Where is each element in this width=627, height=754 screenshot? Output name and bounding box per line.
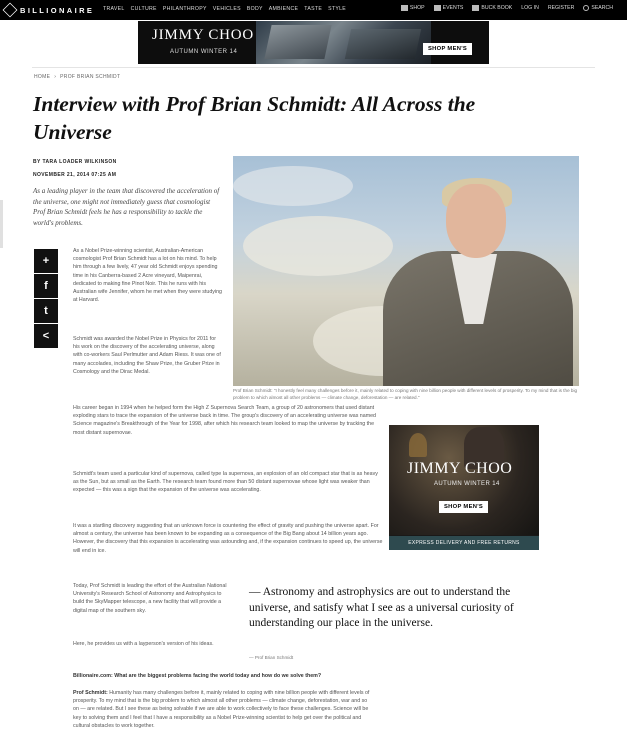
answer-text: Humanity has many challenges before it, mainly related to coping with nine billion people with different levels of prosperity. To my mind that is the big problem to which almost all other problems — climate change, deforestation, war and so on — are related. But I see these as being solvable if we are able to work collectively to face these challenges. Science will be key to solving them and I feel that I have a responsibility as a Nobel Prize-winning scientist to help get over the political and cultural obstacles to work together. <box>73 690 370 729</box>
nav-link-travel[interactable]: TRAVEL <box>103 6 125 12</box>
site-logo[interactable] <box>3 3 94 17</box>
ad-brand: JIMMY CHOO <box>152 27 255 43</box>
hero-caption: Prof Brian Schmidt: "I honestly feel many challenges before it, mainly related to coping with nine billion people with different levels of prosperity. To my mind that is the big problem to which almost all other problems — climate change, deforestation — are related." <box>233 388 578 400</box>
nav-link-ambience[interactable]: AMBIENCE <box>268 6 299 12</box>
pull-quote-citation: — Prof Brian Schmidt <box>249 655 294 660</box>
article-paragraph: Schmidt's team used a particular kind of supernova, called type Ia supernova, an explosion of an old compact star that is as heavy as the Sun, but as small as the Earth. The research team found more than 50 distant supernovae whose light was weaker than expected — this was a sign that the expansion of the universe was accelerating. <box>73 471 378 494</box>
ad-season: AUTUMN WINTER 14 <box>434 481 500 487</box>
article-paragraph: His career began in 1994 when he helped form the High Z Supernova Search Team, a group of 20 astronomers that used distant exploding stars to trace the expansion of the universe back in time. The group's discovery of an accelerating universe was named Science magazine's Breakthrough of the Year for 1998, after which his research team looked to map the universe by tracking the most distant supernovae. <box>73 405 377 436</box>
side-tab[interactable] <box>0 200 3 248</box>
article-intro: As a leading player in the team that discovered the acceleration of the universe, one might not immediately guess that cosmologist Prof Brian Schmidt feels he has a responsibility to tackle the world's problems. <box>33 187 220 227</box>
nav-link-style[interactable]: STYLE <box>328 6 347 12</box>
breadcrumb-separator: › <box>54 74 57 80</box>
login-link[interactable]: LOG IN <box>521 5 539 11</box>
article-paragraph: Here, he provides us with a layperson's version of his ideas. <box>73 641 214 647</box>
search-icon <box>583 5 589 11</box>
ad-brand: JIMMY CHOO <box>407 460 513 477</box>
ad-season: AUTUMN WINTER 14 <box>170 49 238 55</box>
breadcrumb-home[interactable]: HOME <box>34 74 51 80</box>
register-link[interactable]: REGISTER <box>547 5 575 11</box>
top-ad-shop-button-wrap <box>423 37 472 55</box>
twitter-icon[interactable]: t <box>34 299 58 323</box>
article-paragraph: It was a startling discovery suggesting that an unknown force is countering the effect of gravity and pushing the universe apart. For almost a century, the universe has been known to be expanding as a consequence of the Big Bang about 14 billion years ago. However, the discovery that this expansion is accelerating was astounding and, if the expansion continues to speed up, the universe will end in ice. <box>73 523 383 554</box>
ad-bag-image <box>345 29 421 59</box>
breadcrumb <box>34 74 120 80</box>
nav-link-philanthropy[interactable]: PHILANTHROPY <box>162 6 207 12</box>
article-byline[interactable]: BY TARA LOADER WILKINSON <box>33 159 117 165</box>
article-paragraph: As a Nobel Prize-winning scientist, Australian-American cosmologist Prof Brian Schmidt has a lot on his mind. To help him through a few lively, 47 year old Schmidt enjoys spending time in his Canberra-based 2 Acre vineyard, Maipenrai, dedicated to making fine Pinot Noir. This he runs with his Australian wife Jennifer, whom he met when they were studying at Harvard. <box>73 248 222 304</box>
hero-image <box>233 156 579 386</box>
calendar-icon <box>434 5 441 11</box>
book-icon <box>472 5 479 11</box>
top-ad-shop-button[interactable]: SHOP MEN'S <box>423 43 472 55</box>
share-icon[interactable]: < <box>34 324 58 348</box>
pull-quote: — Astronomy and astrophysics are out to understand the universe, and satisfy what I see as a universal curiosity of understanding our place in the universe. <box>249 586 514 629</box>
nav-link-culture[interactable]: CULTURE <box>130 6 157 12</box>
side-ad-shop-button[interactable]: SHOP MEN'S <box>439 501 488 513</box>
nav-link-body[interactable]: BODY <box>246 6 263 12</box>
interview-answer <box>73 689 373 730</box>
events-link[interactable]: EVENTS <box>434 5 464 11</box>
interview-question: Billionaire.com: What are the biggest problems facing the world today and how do we solve them? <box>73 673 322 679</box>
buck-book-link[interactable]: BUCK BOOK <box>472 5 512 11</box>
ad-bag-image <box>264 25 331 59</box>
sidebar-ad[interactable] <box>389 425 539 550</box>
nav-link-vehicles[interactable]: VEHICLES <box>212 6 241 12</box>
answer-speaker: Prof Schmidt: <box>73 690 108 696</box>
nav-link-taste[interactable]: TASTE <box>304 6 323 12</box>
bookmark-icon[interactable]: + <box>34 249 58 273</box>
shop-icon <box>401 5 408 11</box>
breadcrumb-current[interactable]: PROF BRIAN SCHMIDT <box>60 74 121 80</box>
account-nav <box>401 5 613 11</box>
logo-text: BILLIONAIRE <box>20 5 95 15</box>
divider <box>32 67 595 68</box>
article-paragraph: Schmidt was awarded the Nobel Prize in Physics for 2011 for his work on the discovery of the accelerating universe, along with co-workers Saul Perlmutter and Adam Riess. It was one of many accolades, including the Shaw Prize, the Gruber Prize in Cosmology and the Dirac Medal. <box>73 336 221 375</box>
article-title: Interview with Prof Brian Schmidt: All Across the Universe <box>33 92 476 144</box>
ad-footer: EXPRESS DELIVERY AND FREE RETURNS <box>389 536 539 550</box>
article-date: NOVEMBER 21, 2014 07:25 AM <box>33 172 117 178</box>
top-navigation <box>0 0 627 20</box>
search-link[interactable]: SEARCH <box>583 5 613 11</box>
logo-diamond-icon <box>3 3 18 18</box>
facebook-icon[interactable]: f <box>34 274 58 298</box>
share-bar <box>34 249 58 348</box>
article-paragraph: Today, Prof Schmidt is leading the effort of the Australian National University's Research School of Astronomy and Astrophysics to build the SkyMapper telescope, a new facility that will provide a digital map of the southern sky. <box>73 583 227 614</box>
category-nav <box>103 6 346 12</box>
shop-link[interactable]: SHOP <box>401 5 425 11</box>
